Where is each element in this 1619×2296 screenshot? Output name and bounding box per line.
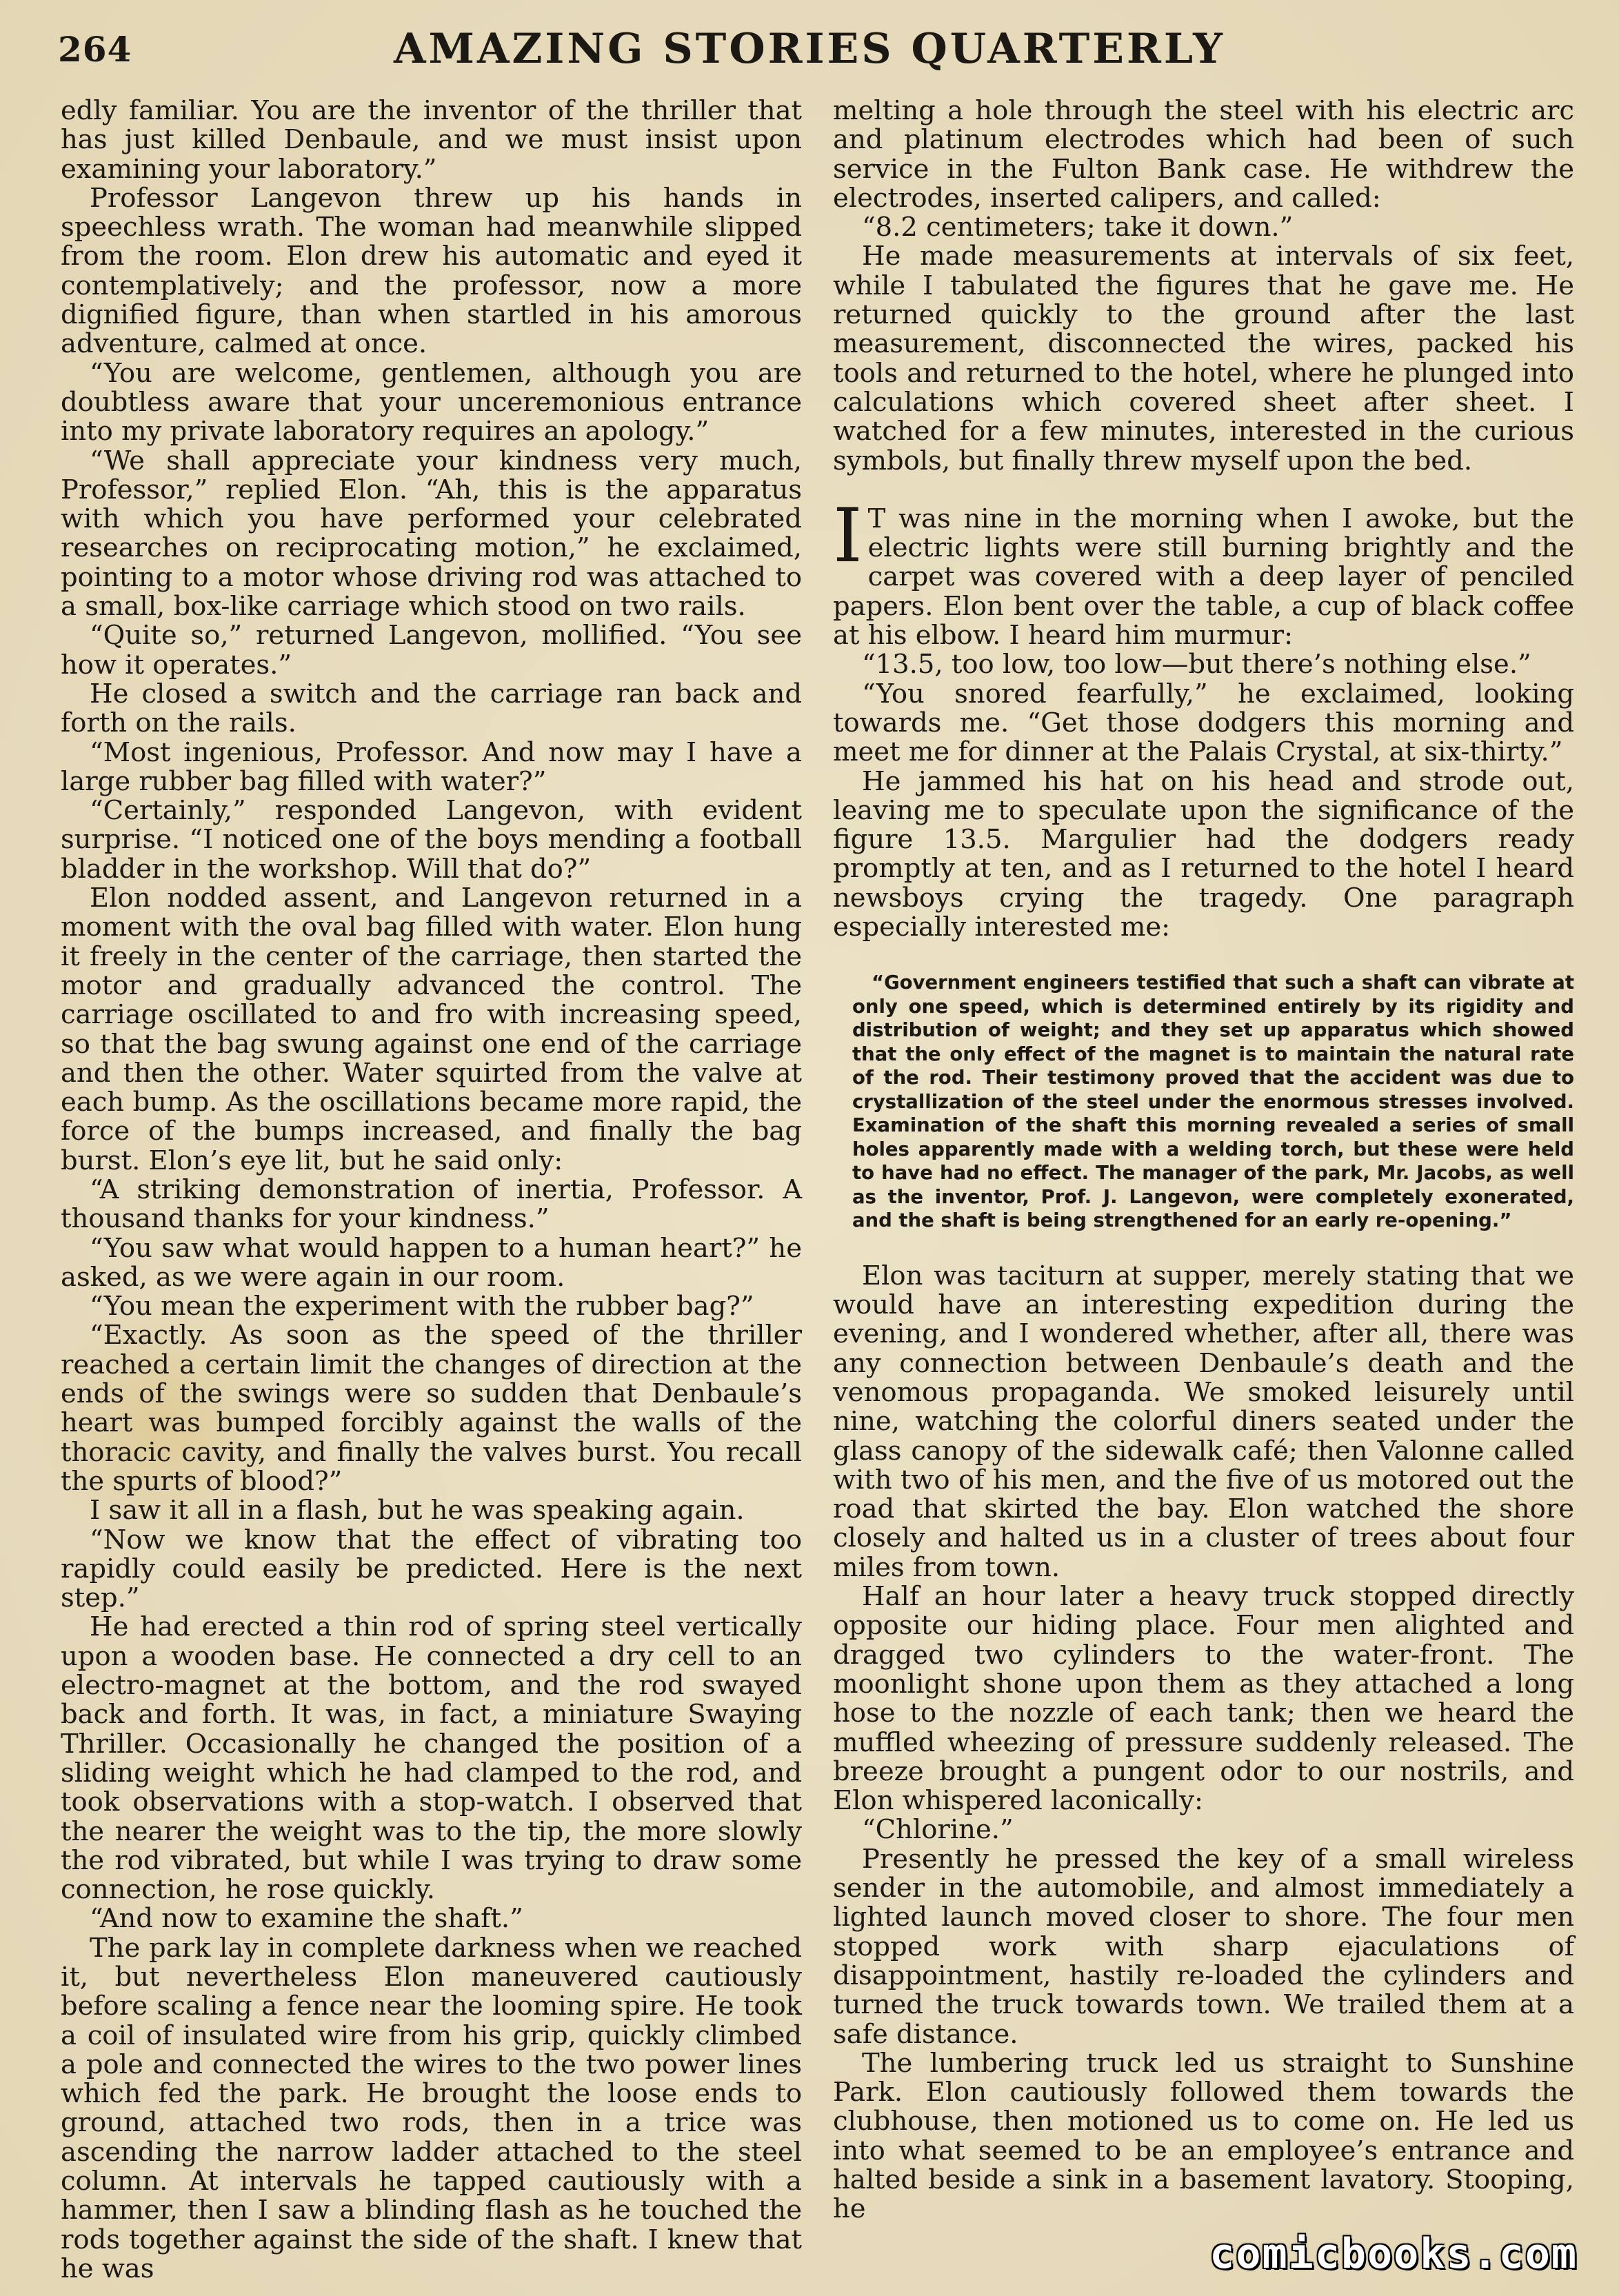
paragraph: He had erected a thin rod of spring steel vertically upon a wooden base. He connected a dry cell to an electro-magnet at the bottom, and the rod swayed back and forth. It was, in fact, a miniature Swaying Thriller. Occasionally he changed the position of a sliding weight which he had clamped to the rod, and took observations with a stop-watch. I observed that the nearer the weight was to the tip, the more slowly the rod vibrated, but while I was trying to draw some connection, he rose quickly. (61, 1611, 802, 1906)
right-column (833, 97, 1574, 2224)
paragraph: The park lay in complete darkness when we reached it, but nevertheless Elon maneuvered cautiously before scaling a fence near the looming spire. He took a coil of insulated wire from his grip, quickly climbed a pole and connected the wires to the two power lines which fed the park. He brought the loose ends to ground, attached two rods, then in a trice was ascending the narrow ladder attached to the steel column. At intervals he tapped cautiously with a hammer, then I saw a blinding flash as he touched the rods together against the side of the shaft. I knew that he was (61, 1932, 802, 2284)
paragraph: “Most ingenious, Professor. And now may I have a large rubber bag filled with water?” (61, 736, 802, 797)
paragraph: “We shall appreciate your kindness very much, Professor,” replied Elon. “Ah, this is the apparatus with which you have performed your celebrated researches on reciprocating motion,” he exclaimed, pointing to a motor whose driving rod was attached to a small, box-like carriage which stood on two rails. (61, 445, 802, 623)
paragraph: “Quite so,” returned Langevon, mollified. “You see how it operates.” (61, 620, 802, 681)
paragraph: “And now to examine the shaft.” (90, 1903, 523, 1935)
paragraph: melting a hole through the steel with his electric arc and platinum electrodes which had been of such service in the Fulton Bank case. He withdrew the electrodes, inserted calipers, and called: (833, 95, 1574, 214)
drop-cap: I (833, 492, 863, 579)
paragraph: “Chlorine.” (862, 1814, 1014, 1846)
paragraph: He made measurements at intervals of six feet, while I tabulated the figures that he gave me. He returned quickly to the ground after the last measurement, disconnected the wires, packed his tools and returned to the hotel, where he plunged into calculations which covered sheet after sheet. I watched for a few minutes, interested in the curious symbols, but finally threw myself upon the bed. (833, 241, 1574, 476)
paragraph: “You snored fearfully,” he exclaimed, looking towards me. “Get those dodgers this morning and meet me for dinner at the Palais Crystal, at six-thirty.” (833, 678, 1574, 768)
paragraph: “8.2 centimeters; take it down.” (862, 212, 1294, 243)
left-column (61, 97, 802, 2284)
running-title: AMAZING STORIES QUARTERLY (393, 25, 1225, 73)
newspaper-excerpt (833, 971, 1574, 1233)
section-break (833, 476, 1574, 505)
page-number: 264 (58, 29, 132, 70)
paragraph: edly familiar. You are the inventor of the thriller that has just killed Denbaule, and we must insist upon examining your laboratory.” (61, 95, 802, 185)
paragraph: “13.5, too low, too low—but there’s nothing else.” (862, 649, 1531, 681)
paragraph: Elon was taciturn at supper, merely stating that we would have an interesting expedition during the evening, and I wondered whether, after all, there was any connection between Denbaule’s death and the venomous propaganda. We smoked leisurely until nine, watching the colorful diners seated under the glass canopy of the sidewalk café; then Valonne called with two of his men, and the five of us motored out the road that skirted the bay. Elon watched the shore closely and halted us in a cluster of trees about four miles from town. (833, 1260, 1574, 1583)
paragraph: Professor Langevon threw up his hands in speechless wrath. The woman had meanwhile slipped from the room. Elon drew his automatic and eyed it contemplatively; and the professor, now a more dignified figure, than when startled in his amorous adventure, calmed at once. (61, 182, 802, 360)
paragraph: “You are welcome, gentlemen, although you are doubtless aware that your unceremonious entrance into my private laboratory requires an apology.” (61, 357, 802, 447)
section-opening-paragraph (833, 492, 1574, 652)
paragraph: Elon nodded assent, and Langevon returned in a moment with the oval bag filled with water. Elon hung it freely in the center of the carriage, then started the motor and gradually advanced the control. The carriage oscillated to and fro with increasing speed, so that the bag swung against one end of the carriage and then the other. Water squirted from the valve at each bump. As the oscillations became more rapid, the force of the bumps increased, and finally the bag burst. Elon’s eye lit, but he said only: (61, 883, 802, 1176)
paragraph: “Certainly,” responded Langevon, with evident surprise. “I noticed one of the boys mending a football bladder in the workshop. Will that do?” (61, 795, 802, 885)
paragraph: I saw it all in a flash, but he was speaking again. (90, 1495, 745, 1527)
site-watermark: comicbooks.com (1209, 2230, 1578, 2278)
paragraph: “You saw what would happen to a human heart?” he asked, as we were again in our room. (61, 1232, 802, 1293)
paragraph: The lumbering truck led us straight to Sunshine Park. Elon cautiously followed them towards the clubhouse, then motioned us to come on. He led us into what seemed to be an employee’s entrance and halted beside a sink in a basement lavatory. Stooping, he (833, 2047, 1574, 2225)
paragraph: Presently he pressed the key of a small wireless sender in the automobile, and almost immediately a lighted launch moved closer to shore. The four men stopped work with sharp ejaculations of disappointment, hastily re-loaded the cylinders and turned the truck towards town. We trailed them at a safe distance. (833, 1843, 1574, 2050)
paragraph: Half an hour later a heavy truck stopped directly opposite our hiding place. Four men alighted and dragged two cylinders to the water-front. The moonlight shone upon them as they attached a long hose to the nozzle of each tank; then we heard the muffled wheezing of pressure suddenly released. The breeze brought a pungent odor to our nostrils, and Elon whispered laconically: (833, 1581, 1574, 1817)
excerpt-text: “Government engineers testified that such a shaft can vibrate at only one speed, which is determined entirely by its rigidity and distribution of weight; and they set up apparatus which showed that the only effect of the magnet is to maintain the natural rate of the rod. Their testimony proved that the accident was due to crystallization of the steel under the enormous stresses involved. Examination of the shaft this morning revealed a series of small holes apparently made with a welding torch, but these were held to have had no effect. The manager of the park, Mr. Jacobs, as well as the inventor, Prof. J. Langevon, were completely exonerated, and the shaft is being strengthened for an early re-opening.” (852, 971, 1574, 1232)
paragraph: He jammed his hat on his head and strode out, leaving me to speculate upon the significance of the figure 13.5. Margulier had the dodgers ready promptly at ten, and as I returned to the hotel I heard newsboys crying the tragedy. One paragraph especially interested me: (833, 765, 1574, 943)
paragraph: He closed a switch and the carriage ran back and forth on the rails. (61, 678, 802, 739)
paragraph: “A striking demonstration of inertia, Professor. A thousand thanks for your kindness.” (61, 1174, 802, 1235)
paragraph: “You mean the experiment with the rubber bag?” (90, 1291, 754, 1322)
dropcap-paragraph-text: T was nine in the morning when I awoke, but the electric lights were still burning brightly and the carpet was covered with a deep layer of penciled papers. Elon bent over the table, a cup of black coffee at his elbow. I heard him murmur: (833, 503, 1574, 652)
paragraph: “Now we know that the effect of vibrating too rapidly could easily be predicted. Here is the next step.” (61, 1524, 802, 1614)
page-header (0, 19, 1619, 74)
paragraph: “Exactly. As soon as the speed of the thriller reached a certain limit the changes of direction at the ends of the swings were so sudden that Denbaule’s heart was bumped forcibly against the walls of the thoracic cavity, and finally the valves burst. You recall the spurts of blood?” (61, 1320, 802, 1497)
